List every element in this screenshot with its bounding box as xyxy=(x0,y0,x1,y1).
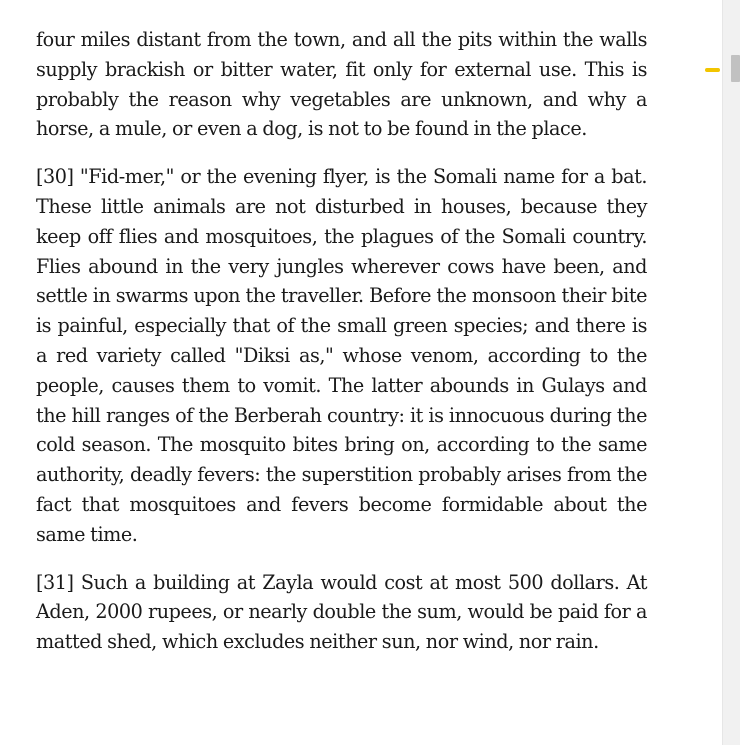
scrollbar-track[interactable] xyxy=(722,0,740,745)
footnote-31-paragraph: [31] Such a building at Zayla would cost at most 500 dollars. At Aden, 2000 rupees, or nearly double the sum, would be paid for a matted shed, which excludes neither sun, nor wind, nor rain. xyxy=(36,570,647,654)
scrollbar-thumb[interactable] xyxy=(731,55,740,82)
footnote-30-paragraph: [30] "Fid-mer," or the evening flyer, is the Somali name for a bat. These little animals are not disturbed in houses, because they keep off flies and mosquitoes, the plagues of the Somali country. Flies abound in the very jungles wherever cows have been, and settle in swarms upon the traveller. Before the monsoon their bite is painful, especially that of the small green species; and there is a red variety called "Diksi as," whose venom, according to the people, causes them to vomit. The latter abounds in Gulays and the hill ranges of the Berberah country: it is innocuous during the cold season. The mosquito bites bring on, according to the same authority, deadly fevers: the superstition probably arises from the fact that mosquitoes and fevers become formidable about the same time. xyxy=(36,165,647,546)
scroll-position-marker xyxy=(705,68,720,72)
paragraph-continuation: four miles distant from the town, and all the pits within the walls supply brackish or bitter water, fit only for external use. This is probably the reason why vegetables are unknown, and why a horse, a mule, or even a dog, is not to be found in the place. xyxy=(36,28,647,141)
text-content xyxy=(36,25,647,675)
